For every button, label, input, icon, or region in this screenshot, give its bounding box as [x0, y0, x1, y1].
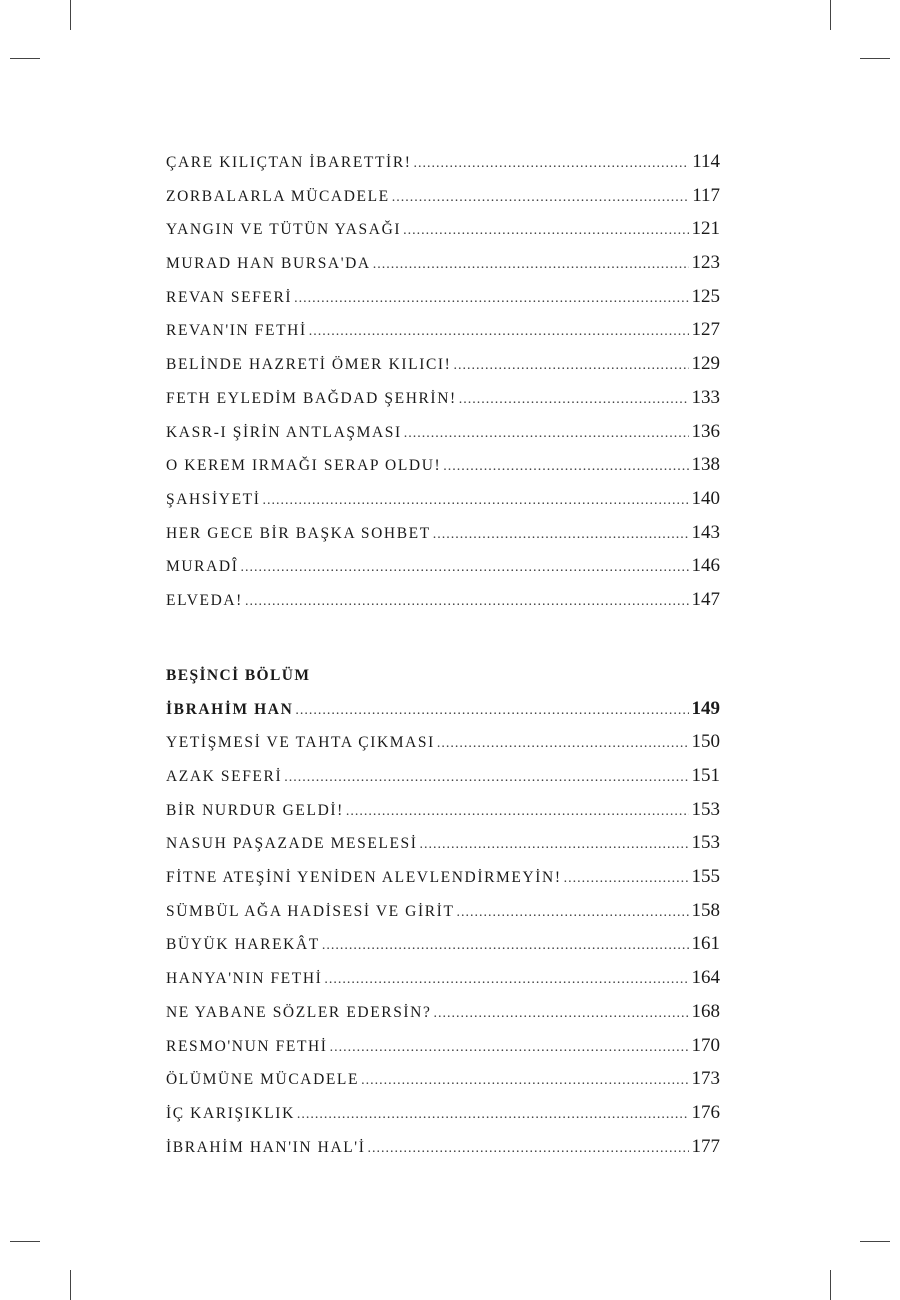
toc-entry-page: 149: [691, 697, 720, 719]
crop-mark: [860, 58, 890, 59]
crop-mark: [10, 58, 40, 59]
toc-entry: [166, 894, 720, 928]
toc-entry-page: 158: [691, 899, 720, 921]
dot-leader: [294, 282, 688, 316]
dot-leader: [373, 248, 689, 282]
dot-leader: [564, 862, 689, 896]
toc-entry: [166, 860, 720, 894]
crop-mark: [10, 1241, 40, 1242]
toc-entry: [166, 482, 720, 516]
toc-entry-title: KASR-I ŞİRİN ANTLAŞMASI: [166, 423, 402, 441]
toc-list-part1: [166, 145, 720, 617]
toc-entry-title: MURAD HAN BURSA'DA: [166, 255, 371, 273]
toc-entry: [166, 313, 720, 347]
toc-entry-title: ÇARE KILIÇTAN İBARETTİR!: [166, 154, 412, 171]
toc-entry: [166, 246, 720, 280]
toc-entry-page: 138: [691, 454, 720, 476]
toc-entry: [166, 381, 720, 415]
toc-entry: [166, 1130, 720, 1164]
dot-leader: [295, 694, 688, 728]
toc-entry-title: YETİŞMESİ VE TAHTA ÇIKMASI: [166, 734, 435, 752]
toc-entry-page: 150: [691, 731, 720, 753]
toc-entry-title: İBRAHİM HAN: [166, 700, 294, 718]
toc-entry: [166, 145, 720, 179]
crop-mark: [830, 0, 831, 30]
toc-entry: [166, 692, 720, 726]
dot-leader: [330, 1031, 689, 1065]
dot-leader: [324, 963, 688, 997]
crop-mark: [860, 1241, 890, 1242]
dot-leader: [457, 896, 689, 930]
dot-leader: [367, 1132, 688, 1166]
toc-entry-page: 153: [691, 832, 720, 854]
toc-entry-title: ÖLÜMÜNE MÜCADELE: [166, 1071, 360, 1089]
toc-entry-page: 155: [691, 866, 720, 888]
toc-entry-page: 168: [691, 1000, 720, 1022]
toc-entry-page: 153: [691, 798, 720, 820]
toc-entry: [166, 1096, 720, 1130]
dot-leader: [433, 997, 688, 1031]
toc-entry: [166, 549, 720, 583]
toc-entry-title: SÜMBÜL AĞA HADİSESİ VE GİRİT: [166, 902, 455, 920]
section-heading: BEŞİNCİ BÖLÜM: [166, 666, 311, 684]
toc-entry: [166, 280, 720, 314]
toc-entry-page: 127: [691, 319, 720, 341]
toc-entry-page: 164: [691, 967, 720, 989]
dot-leader: [297, 1098, 689, 1132]
toc-entry-title: BELİNDE HAZRETİ ÖMER KILICI!: [166, 356, 452, 374]
toc-entry: [166, 995, 720, 1029]
toc-entry-title: İBRAHİM HAN'IN HAL'İ: [166, 1138, 366, 1156]
toc-entry-page: 173: [691, 1068, 720, 1090]
toc-entry: [166, 448, 720, 482]
toc-entry: [166, 179, 720, 213]
toc-entry-title: NE YABANE SÖZLER EDERSİN?: [166, 1003, 432, 1021]
crop-mark: [830, 1270, 831, 1300]
dot-leader: [437, 727, 689, 761]
toc-entry: [166, 927, 720, 961]
toc-entry-page: 143: [691, 521, 720, 543]
toc-entry-title: REVAN'IN FETHİ: [166, 322, 307, 340]
dot-leader: [414, 147, 690, 181]
toc-entry-page: 147: [691, 588, 720, 610]
toc-entry-page: 176: [691, 1101, 720, 1123]
toc-entry: [166, 793, 720, 827]
toc-entry: [166, 725, 720, 759]
toc-entry-title: ŞAHSİYETİ: [166, 490, 261, 508]
dot-leader: [262, 484, 688, 518]
toc-entry-page: 125: [691, 285, 720, 307]
dot-leader: [361, 1064, 688, 1098]
toc-entry-title: İÇ KARIŞIKLIK: [166, 1104, 295, 1122]
toc-entry-page: 170: [691, 1034, 720, 1056]
toc-entry-title: YANGIN VE TÜTÜN YASAĞI: [166, 221, 402, 239]
dot-leader: [245, 585, 689, 619]
dot-leader: [309, 315, 689, 349]
toc-entry: [166, 212, 720, 246]
toc-entry-page: 129: [691, 353, 720, 375]
toc-entry-page: 151: [691, 765, 720, 786]
toc-entry-title: FİTNE ATEŞİNİ YENİDEN ALEVLENDİRMEYİN!: [166, 869, 562, 887]
toc-entry-page: 133: [691, 386, 720, 408]
toc-entry-title: BİR NURDUR GELDİ!: [166, 801, 344, 819]
dot-leader: [433, 518, 689, 552]
dot-leader: [322, 929, 689, 963]
toc-entry-title: BÜYÜK HAREKÂT: [166, 936, 320, 954]
toc-entry: [166, 1029, 720, 1063]
toc-entry-title: HER GECE BİR BAŞKA SOHBET: [166, 524, 431, 542]
toc-entry-page: 121: [691, 218, 720, 240]
toc-entry-title: ZORBALARLA MÜCADELE: [166, 187, 390, 205]
toc-entry: [166, 759, 720, 793]
dot-leader: [404, 417, 689, 451]
dot-leader: [240, 551, 688, 585]
dot-leader: [453, 349, 688, 383]
toc-entry: [166, 826, 720, 860]
toc-entry-title: REVAN SEFERİ: [166, 288, 293, 306]
dot-leader: [284, 761, 688, 795]
toc-entry-page: 114: [692, 151, 720, 172]
toc-entry-page: 177: [691, 1135, 720, 1157]
toc-entry-page: 136: [691, 420, 720, 442]
dot-leader: [459, 383, 689, 417]
dot-leader: [346, 795, 689, 829]
dot-leader: [420, 828, 689, 862]
crop-mark: [70, 1270, 71, 1300]
toc-entry: [166, 415, 720, 449]
toc-entry-title: MURADÎ: [166, 558, 239, 576]
dot-leader: [443, 450, 688, 484]
toc-entry-title: RESMO'NUN FETHİ: [166, 1037, 328, 1055]
toc-entry-title: NASUH PAŞAZADE MESELESİ: [166, 835, 418, 853]
toc-list-part2: [166, 692, 720, 1164]
toc-entry-page: 146: [691, 555, 720, 577]
toc-entry: [166, 583, 720, 617]
toc-entry: [166, 516, 720, 550]
toc-entry-page: 117: [692, 184, 720, 206]
toc-entry: [166, 961, 720, 995]
toc-entry-title: AZAK SEFERİ: [166, 768, 283, 785]
crop-mark: [70, 0, 71, 30]
dot-leader: [403, 214, 688, 248]
toc-entry-page: 123: [691, 252, 720, 274]
toc-entry-page: 140: [691, 487, 720, 509]
toc-entry: [166, 1062, 720, 1096]
toc-entry-title: FETH EYLEDİM BAĞDAD ŞEHRİN!: [166, 389, 457, 407]
toc-entry-title: HANYA'NIN FETHİ: [166, 970, 323, 988]
dot-leader: [392, 181, 689, 215]
toc-entry-title: ELVEDA!: [166, 591, 243, 609]
toc-entry-page: 161: [691, 933, 720, 955]
toc-entry-title: O KEREM IRMAĞI SERAP OLDU!: [166, 457, 442, 475]
toc-entry: [166, 347, 720, 381]
table-of-contents: [166, 145, 720, 1163]
